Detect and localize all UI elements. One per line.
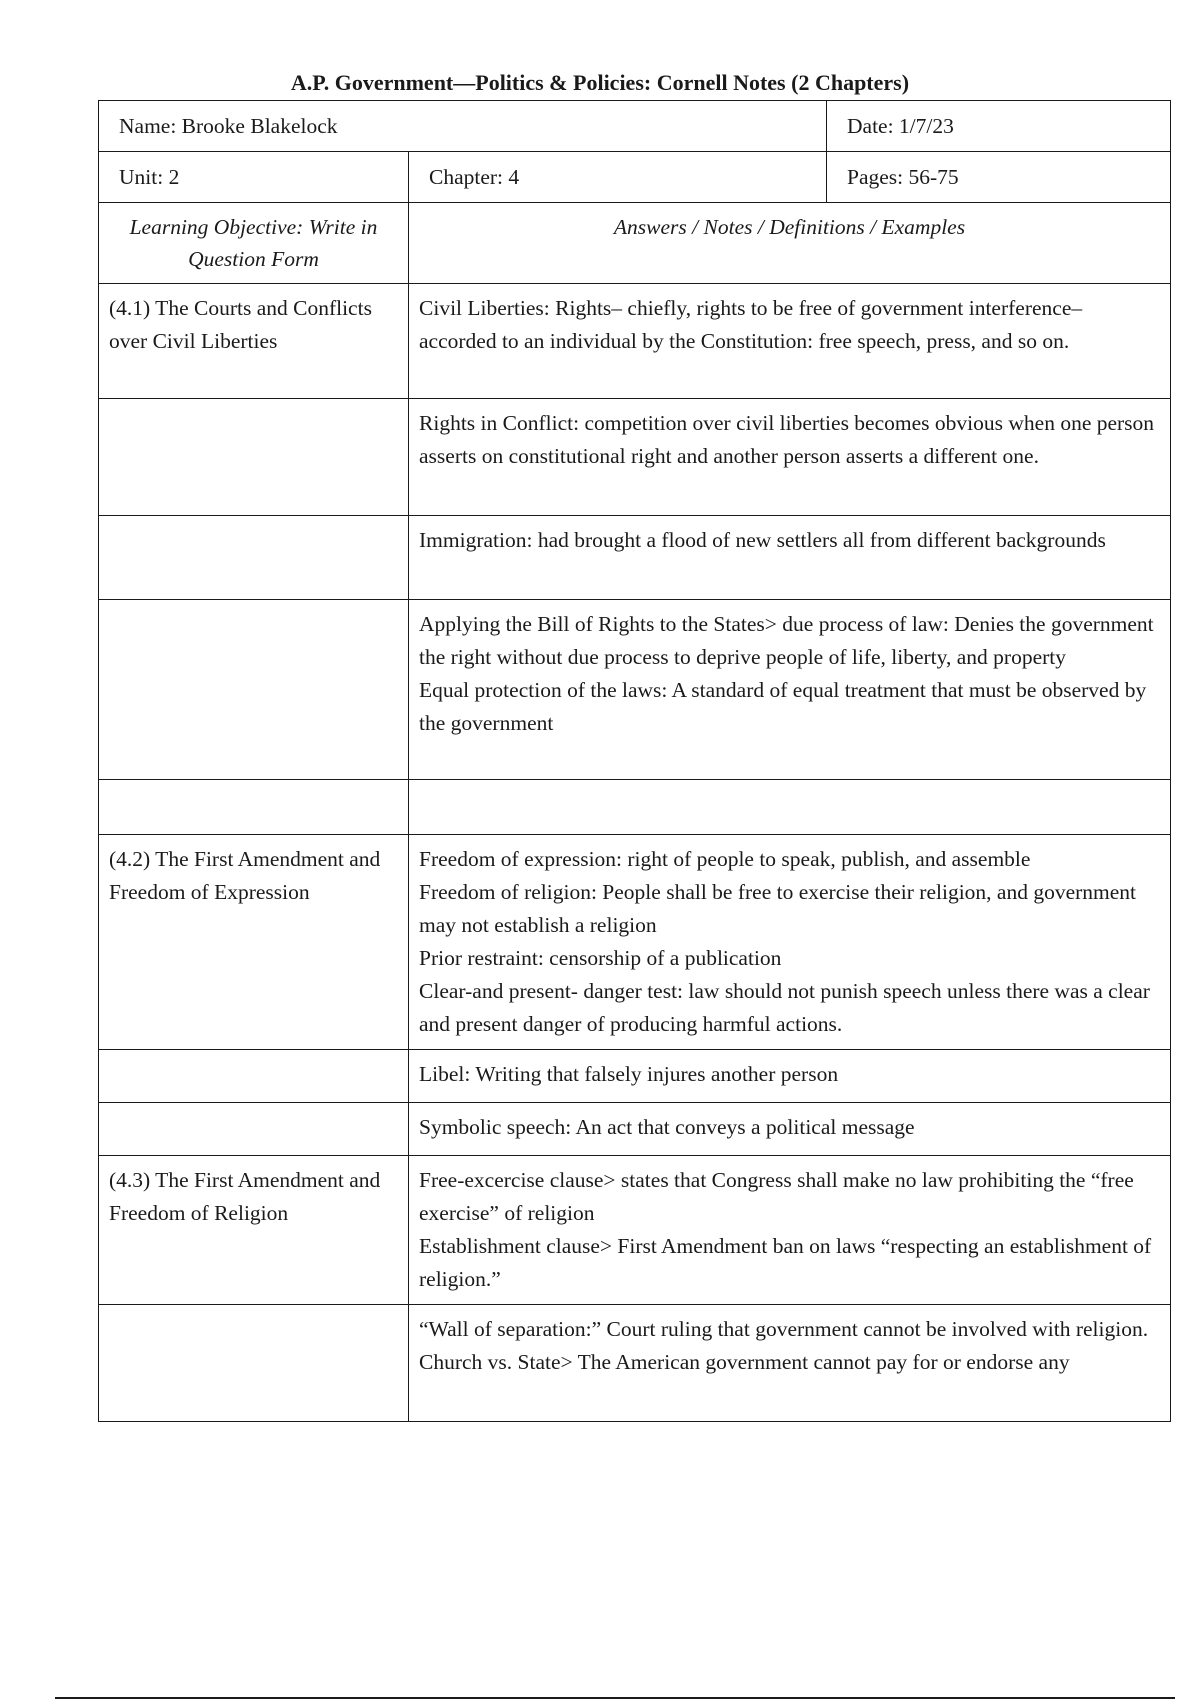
notes-content xyxy=(409,516,1170,565)
learning-objective xyxy=(99,1305,408,1321)
notes-cell xyxy=(409,284,1171,399)
note-row xyxy=(99,1305,1171,1422)
chapter-label: Chapter: 4 xyxy=(429,164,520,189)
objective-cell xyxy=(99,516,409,600)
notes-heading-cell xyxy=(409,203,1171,284)
notes-content xyxy=(409,600,1170,748)
unit-label: Unit: 2 xyxy=(119,164,180,189)
objective-cell xyxy=(99,1103,409,1156)
notes-content xyxy=(409,780,1170,796)
learning-objective xyxy=(99,399,408,415)
note-line: Equal protection of the laws: A standard of equal treatment that must be observed by the government xyxy=(419,678,1147,735)
learning-objective xyxy=(99,1050,408,1066)
cornell-notes-table xyxy=(98,100,1171,1422)
learning-objective: (4.3) The First Amendment and Freedom of Religion xyxy=(109,1168,381,1225)
note-line: Applying the Bill of Rights to the States> due process of law: Denies the government the right without due process to deprive people of life, liberty, and property xyxy=(419,612,1154,669)
objective-cell xyxy=(99,600,409,780)
notes-content xyxy=(409,1103,1170,1152)
objective-cell xyxy=(99,1305,409,1422)
notes-cell xyxy=(409,600,1171,780)
objective-cell xyxy=(99,399,409,516)
notes-cell xyxy=(409,1103,1171,1156)
notes-content xyxy=(409,1050,1170,1099)
student-name: Name: Brooke Blakelock xyxy=(119,113,338,138)
note-date: Date: 1/7/23 xyxy=(847,113,954,138)
notes-cell xyxy=(409,835,1171,1050)
notes-content xyxy=(409,399,1170,481)
learning-objective xyxy=(99,780,408,796)
note-row xyxy=(99,835,1171,1050)
notes-cell xyxy=(409,1305,1171,1422)
objective-cell xyxy=(99,1156,409,1305)
notes-cell xyxy=(409,1050,1171,1103)
note-row xyxy=(99,399,1171,516)
learning-objective xyxy=(99,600,408,616)
note-line: Freedom of expression: right of people to speak, publish, and assemble xyxy=(419,847,1031,871)
note-row xyxy=(99,600,1171,780)
pages-label: Pages: 56-75 xyxy=(847,164,959,189)
date-cell xyxy=(827,101,1171,152)
notes-column-heading: Answers / Notes / Definitions / Examples xyxy=(613,215,966,239)
header-row-unit xyxy=(99,152,1171,203)
note-line: “Wall of separation:” Court ruling that government cannot be involved with religion. xyxy=(419,1317,1149,1341)
notes-content xyxy=(409,1305,1170,1387)
notes-content xyxy=(409,284,1170,366)
pages-cell xyxy=(827,152,1171,203)
note-line: Rights in Conflict: competition over civil liberties becomes obvious when one person asserts on constitutional right and another person asserts a different one. xyxy=(419,411,1155,468)
objective-heading-cell xyxy=(99,203,409,284)
note-line: Libel: Writing that falsely injures another person xyxy=(419,1062,839,1086)
note-line: Clear-and present- danger test: law should not punish speech unless there was a clear and present danger of producing harmful actions. xyxy=(419,979,1150,1036)
objective-cell xyxy=(99,835,409,1050)
note-row xyxy=(99,284,1171,399)
note-row xyxy=(99,1156,1171,1305)
objective-cell xyxy=(99,284,409,399)
note-line: Immigration: had brought a flood of new settlers all from different backgrounds xyxy=(419,528,1106,552)
notes-content xyxy=(409,835,1170,1049)
note-row xyxy=(99,1103,1171,1156)
notes-cell xyxy=(409,399,1171,516)
chapter-cell xyxy=(409,152,827,203)
learning-objective: (4.1) The Courts and Conflicts over Civil Liberties xyxy=(109,296,372,353)
note-rows xyxy=(99,284,1171,1422)
name-cell xyxy=(99,101,827,152)
header-row-name-date xyxy=(99,101,1171,152)
page-bottom-rule xyxy=(55,1697,1175,1699)
notes-cell xyxy=(409,516,1171,600)
notes-cell xyxy=(409,780,1171,835)
note-line: Establishment clause> First Amendment ban on laws “respecting an establishment of religion.” xyxy=(419,1234,1152,1291)
learning-objective xyxy=(99,516,408,532)
column-heading-row xyxy=(99,203,1171,284)
objective-column-heading: Learning Objective: Write in Question Form xyxy=(129,215,378,271)
unit-cell xyxy=(99,152,409,203)
objective-cell xyxy=(99,780,409,835)
objective-cell xyxy=(99,1050,409,1103)
note-line: Civil Liberties: Rights– chiefly, rights to be free of government interference– accorded to an individual by the Constitution: free speech, press, and so on. xyxy=(419,296,1083,353)
note-line: Prior restraint: censorship of a publication xyxy=(419,946,782,970)
learning-objective: (4.2) The First Amendment and Freedom of Expression xyxy=(109,847,381,904)
learning-objective xyxy=(99,1103,408,1119)
note-row xyxy=(99,516,1171,600)
note-line: Freedom of religion: People shall be free to exercise their religion, and government may not establish a religion xyxy=(419,880,1137,937)
note-line: Symbolic speech: An act that conveys a political message xyxy=(419,1115,915,1139)
note-row xyxy=(99,780,1171,835)
note-line: Free-excercise clause> states that Congress shall make no law prohibiting the “free exercise” of religion xyxy=(419,1168,1134,1225)
note-line: Church vs. State> The American government cannot pay for or endorse any xyxy=(419,1350,1070,1374)
notes-cell xyxy=(409,1156,1171,1305)
page-title: A.P. Government—Politics & Policies: Cornell Notes (2 Chapters) xyxy=(290,70,910,95)
notes-content xyxy=(409,1156,1170,1304)
note-row xyxy=(99,1050,1171,1103)
